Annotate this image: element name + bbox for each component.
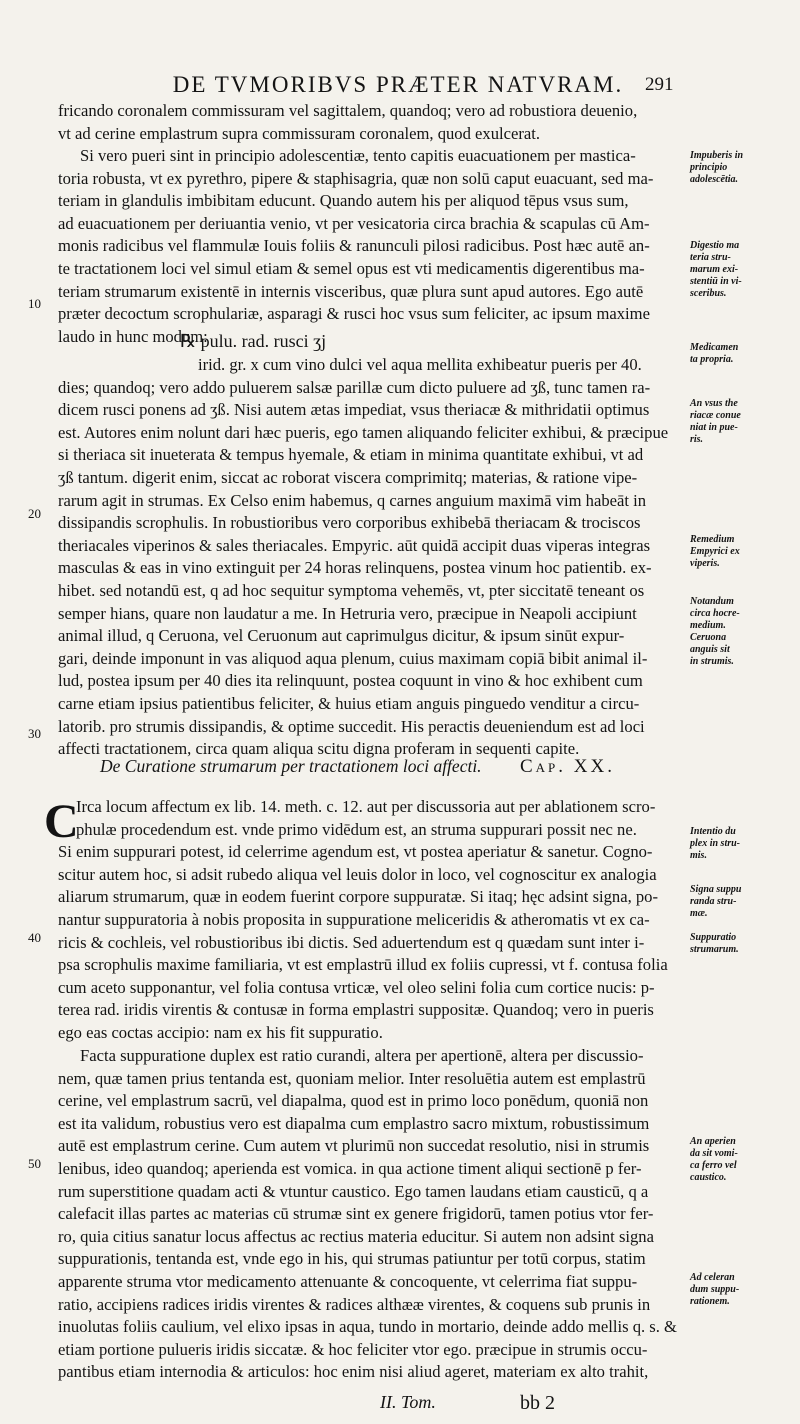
text-line: dies; quandoq; vero addo puluerem salsæ parillæ cum dicto puluere ad ʒß, tunc tamen ra-: [58, 377, 651, 397]
text-line: theriacales viperinos & sales theriacales. Empyric. aūt quidā accipit duas viperas integras: [58, 535, 651, 555]
note-line: An aperien: [690, 1136, 736, 1147]
note-line: Digestio ma: [690, 240, 740, 251]
running-head: DE TVMORIBVS PRÆTER NATVRAM.: [172, 72, 624, 97]
text-line: est ita validum, robustius vero est diapalma cum emplastro sacro mixtum, robustissimum: [58, 1113, 650, 1133]
text-line: te tractationem loci vel simul etiam & semel opus est vti medicamentis digerentibus ma-: [58, 258, 645, 278]
note-line: sceribus.: [690, 288, 727, 299]
marginal-note: [690, 826, 790, 862]
note-line: dum suppu-: [690, 1284, 740, 1295]
paragraph-2: [58, 354, 686, 761]
drop-capital: C: [44, 795, 79, 848]
volume-line: II. Tom.: [380, 1392, 436, 1412]
note-line: Signa suppu: [690, 884, 742, 895]
marginal-note: [690, 534, 790, 570]
note-line: riacæ conue: [690, 410, 741, 421]
text-line: monis radicibus vel flammulæ Iouis foliis & ranunculi pilosi radicibus. Post hæc autē an-: [58, 236, 650, 256]
line-number: 20: [28, 506, 41, 521]
text-line: si theriaca sit inueterata & tempus hyemale, & etiam in minima quantitate exhibui, vt ad: [58, 445, 644, 465]
text-line: rum superstitione quadam acti & vtuntur caustico. Ego tamen laudans etiam causticū, q a: [58, 1181, 649, 1201]
text-line: irid. gr. x cum vino dulci vel aqua mellita exhibeatur pueris per 40.: [198, 355, 642, 374]
note-line: adolescētia.: [690, 174, 739, 185]
line-number: 30: [28, 726, 41, 741]
text-line: ʒß tantum. digerit enim, siccat ac roborat viscera comprimitq; materias, & ratione vipe-: [58, 467, 638, 487]
marginal-note: [690, 596, 790, 668]
text-line: calefacit illas partes ac materias cū strumæ sint ex genere frigidorū, tamen potius vtor fer-: [58, 1204, 654, 1224]
marginal-note: [690, 1136, 790, 1184]
note-line: randa stru-: [690, 896, 737, 907]
text-line: affecti tractationem, circa quam aliqua scitu digna proferam in sequenti capite.: [58, 739, 580, 759]
text-line: phulæ procedendum est. vnde primo vidēdum est, an struma suppurari possit nec ne.: [76, 819, 637, 839]
continuation-text: [58, 100, 686, 145]
note-line: Impuberis in: [690, 150, 744, 161]
text-line: lenibus, ideo quandoq; aperienda est vomica. in qua actione timent aliqui sectionē p fer-: [58, 1158, 642, 1178]
note-line: principio: [690, 162, 728, 173]
text-line: vt ad cerine emplastrum supra commissuram coronalem, quod exulcerat.: [58, 123, 540, 143]
note-line: strumarum.: [690, 944, 739, 955]
note-line: da sit vomi-: [690, 1148, 738, 1159]
note-line: circa hocre-: [690, 608, 740, 619]
note-line: viperis.: [690, 558, 720, 569]
chapter-title: De Curatione strumarum per tractationem loci affecti.: [100, 756, 482, 776]
text-line: nem, quæ tamen prius tentanda est, quoniam melior. Inter resoluētia autem est emplastrū: [58, 1068, 646, 1088]
text-line: terea rad. iridis virentis & contusæ in forma emplastri suppositæ. Quandoq; vero in pueris: [58, 1000, 654, 1020]
text-line: inuolutas foliis caulium, vel elixo ipsas in aqua, tundo in mortario, deinde addo mellis q. s. &: [58, 1317, 677, 1337]
note-line: niat in pue-: [690, 422, 738, 433]
text-line: autē est emplastrum cerine. Cum autem vt plurimū non succedat resolutio, nisi in strumis: [58, 1136, 650, 1156]
note-line: in strumis.: [690, 656, 734, 667]
note-line: caustico.: [690, 1172, 727, 1183]
note-line: Empyrici ex: [690, 546, 740, 557]
page-number: 291: [645, 74, 674, 95]
note-line: stentiū in vi-: [690, 276, 742, 287]
text-line: pantibus etiam internodia & articulos: hoc enim nisi aliud ageret, materiam ex alto trahit,: [58, 1362, 649, 1382]
note-line: Suppuratio: [690, 932, 737, 943]
text-line: scitur autem hoc, si adsit rubedo aliqua vel leuis dolor in loco, vel cognoscitur ex analogia: [58, 864, 657, 884]
note-line: ris.: [690, 434, 704, 445]
paragraph-1: [58, 145, 686, 348]
text-line: etiam portione pulueris iridis siccatæ. & hoc feliciter vtor ego. præcipue in strumis occu-: [58, 1339, 648, 1359]
text-line: dissipandis scrophulis. In robustioribus vero corporibus exhibebā theriacam & trociscos: [58, 513, 641, 533]
note-line: mis.: [690, 850, 707, 861]
text-line: Facta suppuratione duplex est ratio curandi, altera per apertionē, altera per discussio-: [80, 1046, 644, 1065]
line-number: 10: [28, 296, 41, 311]
note-line: ca ferro vel: [690, 1160, 737, 1171]
marginal-note: [690, 240, 790, 300]
paragraph-4: [58, 1045, 686, 1384]
text-line: est. Autores enim nolunt dari hæc pueris, ego tamen aliquando feliciter exhibui, & præcipue: [58, 422, 669, 442]
text-line: latorib. pro strumis dissipandis, & optime succedit. His peractis deueniendum est ad loci: [58, 716, 645, 736]
note-line: Remedium: [690, 534, 735, 545]
marginal-note: [690, 932, 790, 956]
note-line: Intentio du: [690, 826, 736, 837]
note-line: Ceruona: [690, 632, 727, 643]
note-line: anguis sit: [690, 644, 730, 655]
note-line: Notandum: [690, 596, 734, 607]
text-line: ego eas coctas accipio: nam ex his fit suppuratio.: [58, 1022, 383, 1042]
text-line: præter decoctum scrophulariæ, asparagi & rusci hoc vsus sum feliciter, ac ipsum maxime: [58, 304, 650, 324]
text-line: laudo in hunc modum:: [58, 326, 208, 346]
text-line: fricando coronalem commissuram vel sagittalem, quandoq; vero ad robustiora deuenio,: [58, 101, 638, 120]
text-line: aliarum strumarum, quæ in eodem fuerint corpore suppuratæ. Si itaq; hęc adsint signa, po-: [58, 887, 659, 907]
marginal-note: [690, 342, 790, 366]
line-number: 50: [28, 1156, 41, 1171]
text-line: ratio, accipiens radices iridis virentes & radices althææ virentes, & coquens sub prunis in: [58, 1294, 651, 1314]
text-line: suppurationis, tentanda est, vnde ego in his, qui strumas patiuntur per totū corpus, statim: [58, 1249, 646, 1269]
note-line: teria stru-: [690, 252, 731, 263]
text-line: Si enim suppurari potest, id celerrime agendum est, vt postea aperiatur & sanetur. Cogno-: [58, 842, 653, 862]
text-line: gari, deinde imponunt in vas aliquod aqua plenum, cuius maximam copiā bibit animal il-: [58, 648, 648, 668]
text-line: apparente struma vtor medicamento attenuante & concoquente, vt celerrima fiat suppu-: [58, 1271, 638, 1291]
text-line: teriam in glandulis imbibitam educunt. Quando autem his per aliquod tēpus vsus sum,: [58, 191, 629, 211]
note-line: An vsus the: [690, 398, 738, 409]
text-line: hibet. sed notandū est, q ad hoc sequitur symptoma vehemēs, vt, pter siccitatē teneant os: [58, 580, 645, 600]
text-line: carne etiam ipsius patientibus feliciter, & huius etiam anguis pinguedo venditur a circu-: [58, 693, 640, 713]
text-line: cerine, vel emplastrum sacrū, vel diapalma, quod est in primo loco ponēdum, quoniā non: [58, 1091, 649, 1111]
text-line: ricis & cochleis, vel robustioribus ibi dictis. Sed aduertendum est q quædam sunt inter i-: [58, 932, 645, 952]
recipe-line: ℞ pulu. rad. rusci ʒj: [180, 331, 327, 351]
line-number: 40: [28, 930, 41, 945]
text-line: Si vero pueri sint in principio adolescentiæ, tento capitis euacuationem per mastica-: [80, 146, 636, 165]
text-line: nantur suppuratoria à nobis proposita in suppuratione meliceridis & atheromatis vt ex ca-: [58, 909, 650, 929]
text-line: psa scrophulis maxime familiaria, vt est emplastrū illud ex foliis cupressi, vt f. contusa folia: [58, 955, 668, 975]
text-line: ad euacuationem per deriuantia venio, vt per vesicatoria circa brachia & scapulas cū Am-: [58, 213, 650, 233]
text-line: teriam strumarum existentē in internis visceribus, quæ plura sunt apud autores. Ego autē: [58, 281, 644, 301]
note-line: plex in stru-: [690, 838, 741, 849]
text-line: masculas & eas in vino extinguit per 24 horas relinquens, postea vinum hoc patientib. ex-: [58, 558, 652, 578]
text-line: toria robusta, vt ex pyrethro, pipere & staphisagria, quæ non solū caput euacuant, sed ma-: [58, 168, 654, 188]
text-line: semper hians, quare non laudatur a me. In Hetruria vero, præcipue in Neapoli accipiunt: [58, 603, 637, 623]
marginal-note: [690, 398, 790, 446]
note-line: marum exi-: [690, 264, 739, 275]
text-line: cum aceto supponantur, vel folia contusa vrticæ, vel oleo selini folia cum cortice nucis: p-: [58, 977, 655, 997]
chapter-number: Cap. XX.: [520, 756, 615, 777]
note-line: rationem.: [690, 1296, 730, 1307]
note-line: Ad celeran: [690, 1272, 735, 1283]
note-line: mæ.: [690, 908, 708, 919]
note-line: Medicamen: [690, 342, 739, 353]
signature-mark: bb 2: [520, 1392, 555, 1414]
marginal-note: [690, 1272, 790, 1308]
text-line: dicem rusci ponens ad ʒß. Nisi autem ætas impediat, vsus theriacæ & mithridatii optimus: [58, 400, 650, 420]
text-line: rarum agit in strumas. Ex Celso enim habemus, q carnes anguium maximā vim habeāt in: [58, 490, 647, 510]
marginal-note: [690, 150, 790, 186]
note-line: medium.: [690, 620, 726, 631]
paragraph-3: [58, 796, 686, 1045]
marginal-note: [690, 884, 790, 920]
text-line: animal illud, q Ceruona, vel Ceruonum aut caprimulgus dicitur, & ipsum sinūt expur-: [58, 626, 625, 646]
note-line: ta propria.: [690, 354, 734, 365]
text-line: lud, postea ipsum per 40 dies ita relinquunt, postea coquunt in vino & hoc exhibent cum: [58, 671, 643, 691]
text-line: ro, quia citius sanatur locus affectus ac rectius materia educitur. Si autem non adsint signa: [58, 1226, 654, 1246]
text-line: Irca locum affectum ex lib. 14. meth. c. 12. aut per discussoria aut per ablationem scro-: [76, 797, 656, 816]
